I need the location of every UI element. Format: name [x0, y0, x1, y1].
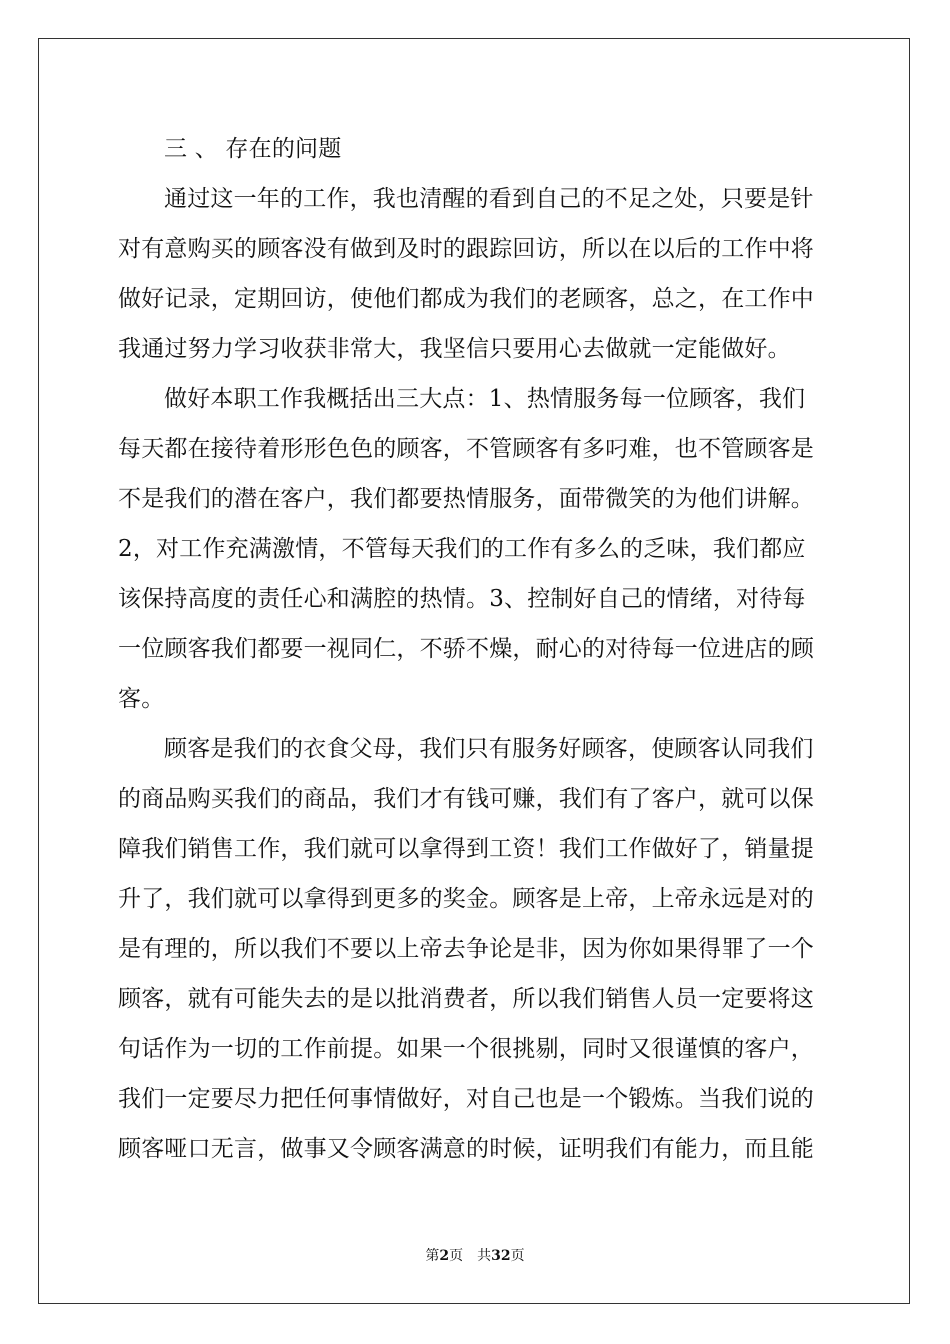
page-border: [38, 38, 910, 1304]
footer-total-prefix: 共: [477, 1248, 492, 1264]
paragraph-line: 顾客哑口无言，做事又令顾客满意的时候，证明我们有能力，而且能: [118, 1136, 814, 1162]
paragraph-line: 每天都在接待着形形色色的顾客，不管顾客有多叼难，也不管顾客是: [118, 436, 814, 462]
paragraph-line: 的商品购买我们的商品，我们才有钱可赚，我们有了客户，就可以保: [118, 786, 814, 812]
paragraph-line: 做好记录，定期回访，使他们都成为我们的老顾客，总之，在工作中: [118, 286, 814, 312]
paragraph-line: 我通过努力学习收获非常大，我坚信只要用心去做就一定能做好。: [118, 336, 791, 362]
section-heading: 三 、 存在的问题: [164, 136, 342, 162]
paragraph-line: 是有理的，所以我们不要以上帝去争论是非，因为你如果得罪了一个: [118, 936, 814, 962]
paragraph-line: 一位顾客我们都要一视同仁，不骄不燥，耐心的对待每一位进店的顾: [118, 636, 814, 662]
paragraph-line: 不是我们的潜在客户，我们都要热情服务，面带微笑的为他们讲解。: [118, 486, 814, 512]
footer-total-pages: 32: [491, 1248, 511, 1264]
paragraph-line: 2，对工作充满激情，不管每天我们的工作有多么的乏味，我们都应: [118, 536, 806, 562]
paragraph-line: 我们一定要尽力把任何事情做好，对自己也是一个锻炼。当我们说的: [118, 1086, 814, 1112]
paragraph-line: 做好本职工作我概括出三大点：1、热情服务每一位顾客，我们: [164, 386, 806, 412]
paragraph-line: 对有意购买的顾客没有做到及时的跟踪回访，所以在以后的工作中将: [118, 236, 814, 262]
paragraph-line: 升了，我们就可以拿得到更多的奖金。顾客是上帝，上帝永远是对的: [118, 886, 814, 912]
paragraph-line: 顾客，就有可能失去的是以批消费者，所以我们销售人员一定要将这: [118, 986, 814, 1012]
paragraph-line: 句话作为一切的工作前提。如果一个很挑剔，同时又很谨慎的客户，: [118, 1036, 814, 1062]
paragraph-line: 障我们销售工作，我们就可以拿得到工资！我们工作做好了，销量提: [118, 836, 814, 862]
footer-total-suffix: 页: [510, 1248, 525, 1264]
paragraph-line: 顾客是我们的衣食父母，我们只有服务好顾客，使顾客认同我们: [164, 736, 814, 762]
paragraph-line: 该保持高度的责任心和满腔的热情。3、控制好自己的情绪，对待每: [118, 586, 806, 612]
footer-page-suffix: 页: [449, 1248, 464, 1264]
paragraph-line: 客。: [118, 686, 165, 712]
footer-page-number: 2: [439, 1248, 450, 1264]
page-footer: [0, 1247, 950, 1265]
footer-prefix: 第: [425, 1248, 440, 1264]
paragraph-line: 通过这一年的工作，我也清醒的看到自己的不足之处，只要是针: [164, 186, 814, 212]
